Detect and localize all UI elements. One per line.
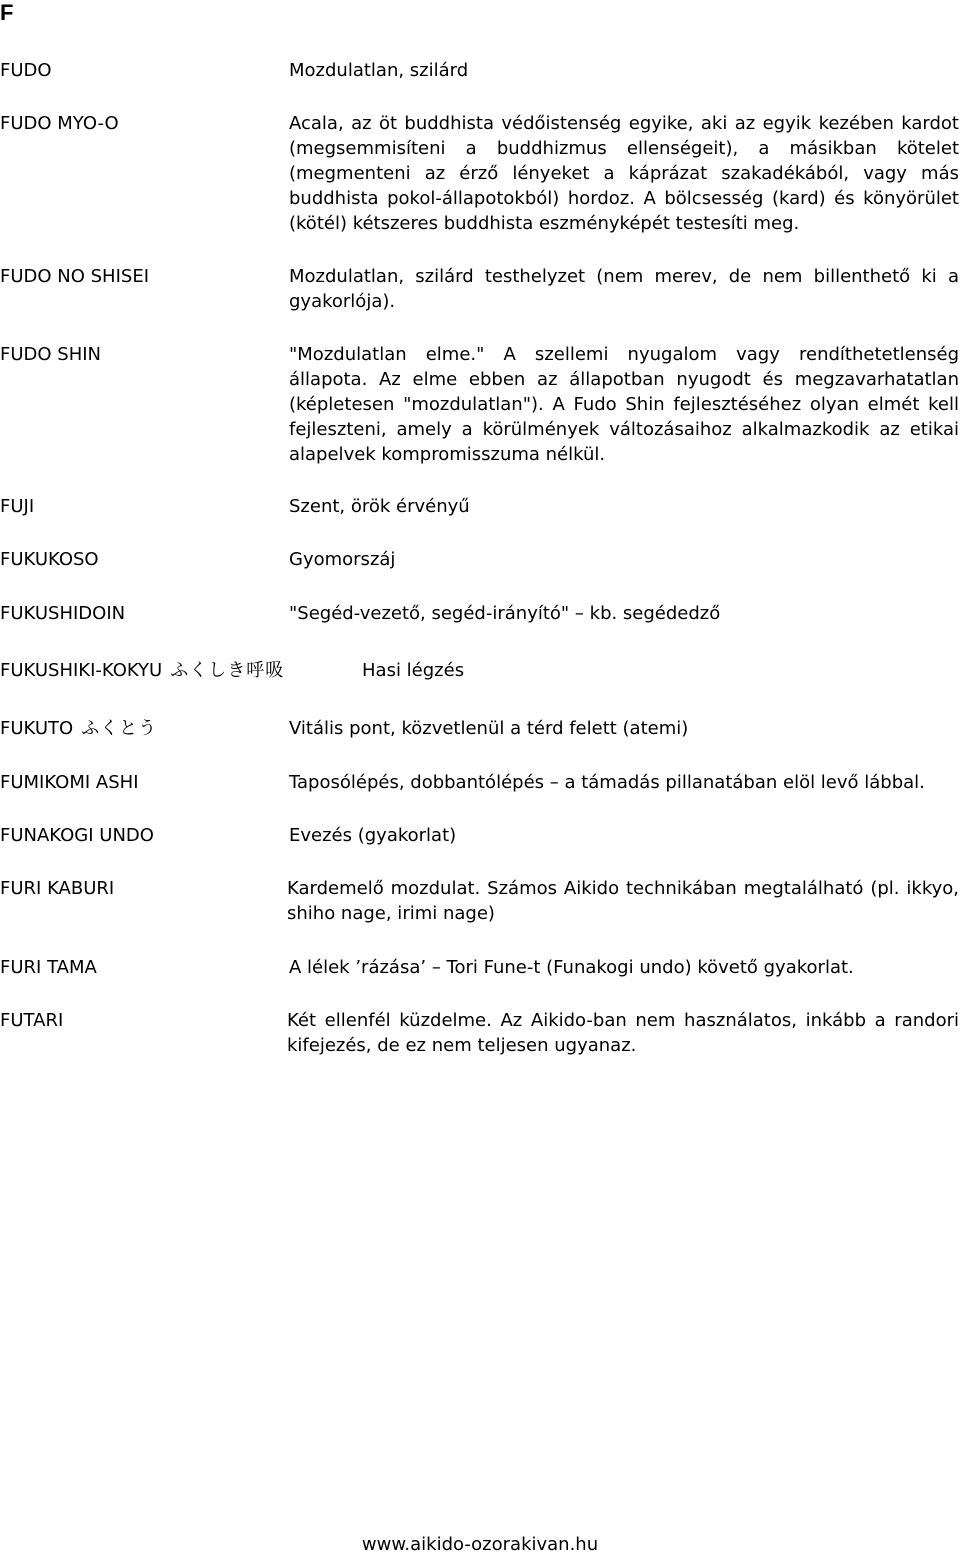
entry-term: FUDO SHIN xyxy=(0,344,102,365)
entry-term xyxy=(0,716,157,741)
entry-term: FURI KABURI xyxy=(0,878,115,899)
entry-term: FUKUKOSO xyxy=(0,549,99,570)
entry-term: FUJI xyxy=(0,496,35,517)
entry-term: FUTARI xyxy=(0,1010,64,1031)
entry-definition: A lélek ’rázása’ – Tori Fune-t (Funakogi undo) követő gyakorlat. xyxy=(289,957,854,978)
entry-definition: Kardemelő mozdulat. Számos Aikido technikában megtalálható (pl. ikkyo, shiho nage, irimi nage) xyxy=(287,878,959,924)
term-japanese: ふくしき呼吸 xyxy=(170,660,285,681)
entry-definition: Taposólépés, dobbantólépés – a támadás pillanatában elöl levő lábbal. xyxy=(289,772,925,793)
entry-definition: Evezés (gyakorlat) xyxy=(289,825,457,846)
term-romaji: FUKUTO xyxy=(0,718,74,739)
entry-term: FUDO NO SHISEI xyxy=(0,266,150,287)
entry-term: FUKUSHIDOIN xyxy=(0,603,126,624)
entry-definition: Mozdulatlan, szilárd xyxy=(289,60,469,81)
entry-definition: Acala, az öt buddhista védőistenség egyike, aki az egyik kezében kardot (megsemmisíteni a buddhizmus ellenségeit), a másikban kötelet (megmenteni az érző lényeket a káprázat szakadékából, vagy más buddhista pokol-állapotokból) hordoz. A bölcsesség (kard) és könyörület (kötél) kétszeres buddhista eszményképét testesíti meg. xyxy=(289,113,959,234)
entry-term: FUNAKOGI UNDO xyxy=(0,825,154,846)
footer-url: www.aikido-ozorakivan.hu xyxy=(361,1534,599,1555)
entry-definition: Hasi légzés xyxy=(362,660,465,681)
entry-term: FUMIKOMI ASHI xyxy=(0,772,139,793)
entry-definition: Mozdulatlan, szilárd testhelyzet (nem merev, de nem billenthető ki a gyakorlója). xyxy=(289,266,959,312)
entry-definition: Szent, örök érvényű xyxy=(289,496,470,517)
entry-definition: Gyomorszáj xyxy=(289,549,396,570)
entry-term: FURI TAMA xyxy=(0,957,97,978)
entry-term: FUDO xyxy=(0,60,52,81)
section-letter: F xyxy=(0,0,14,25)
entry-definition: Vitális pont, közvetlenül a térd felett (atemi) xyxy=(289,718,689,739)
entry-term xyxy=(0,658,284,683)
entry-definition: Két ellenfél küzdelme. Az Aikido-ban nem használatos, inkább a randori kifejezés, de ez nem teljesen ugyanaz. xyxy=(287,1010,959,1056)
entry-definition: "Mozdulatlan elme." A szellemi nyugalom vagy rendíthetetlenség állapota. Az elme ebben az állapotban nyugodt és megzavarhatatlan (képletesen "mozdulatlan"). A Fudo Shin fejlesztéséhez olyan elmét kell fejleszteni, amely a körülmények változásaihoz alkalmazkodik az etikai alapelvek kompromisszuma nélkül. xyxy=(289,344,959,465)
entry-definition: "Segéd-vezető, segéd-irányító" – kb. segédedző xyxy=(289,603,721,624)
term-romaji: FUKUSHIKI-KOKYU xyxy=(0,660,163,681)
term-japanese: ふくとう xyxy=(81,718,158,739)
entry-term: FUDO MYO-O xyxy=(0,113,119,134)
